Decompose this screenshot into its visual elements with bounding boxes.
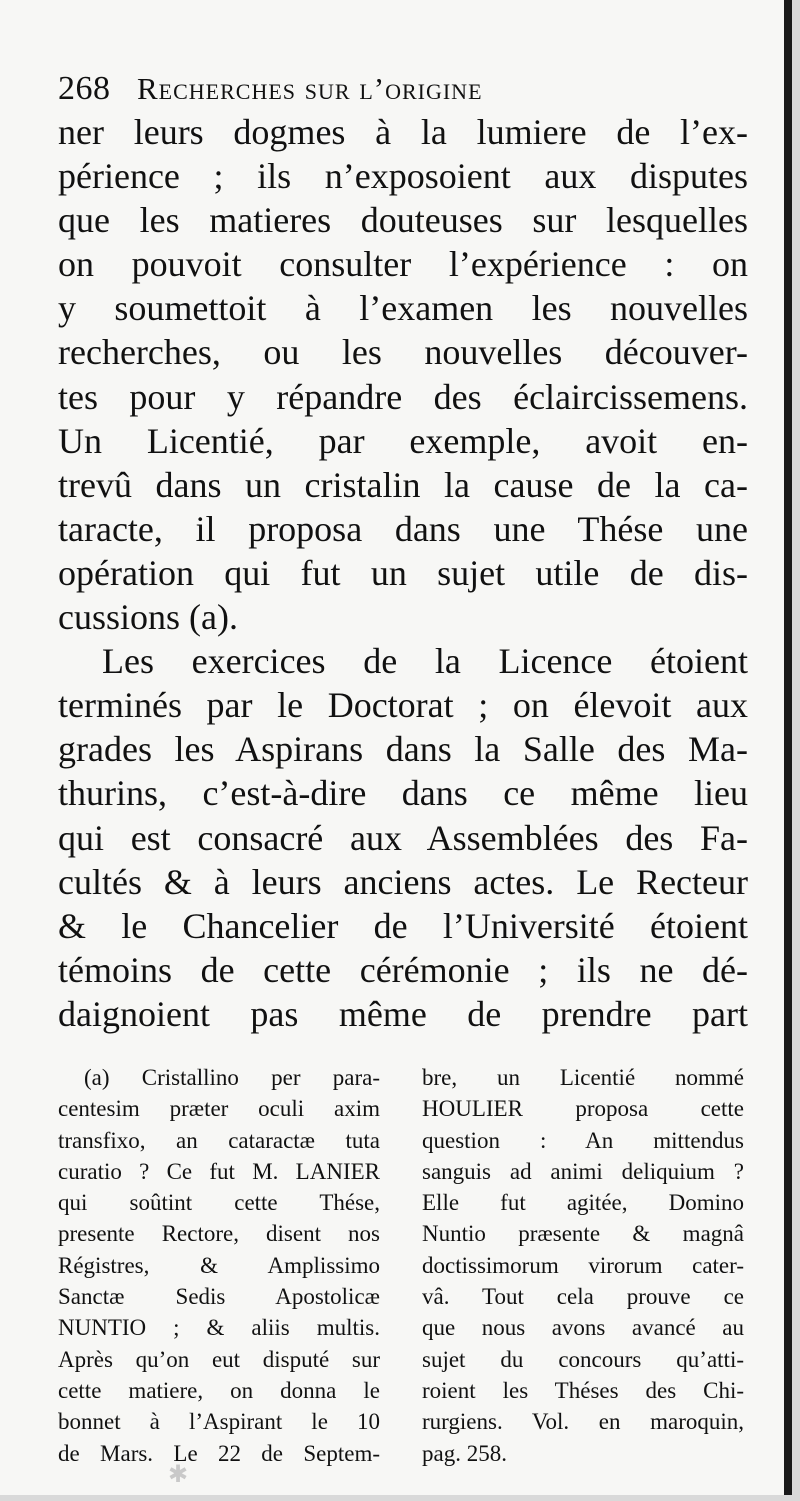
body-line: que les matieres douteuses sur lesquelles [58,200,748,241]
body-line: thurins, c’est-à-dire dans ce même lieu [58,773,748,814]
footnote-line: Après qu’on eut disputé sur [58,1346,380,1372]
body-line: daignoient pas même de prendre part [58,993,748,1034]
footnote-line: de Mars. Le 22 de Septem- [58,1440,380,1466]
body-line: terminés par le Doctorat ; on élevoit aux [58,685,748,726]
body-line: opération qui fut un sujet utile de dis- [58,552,748,593]
body-line: recherches, ou les nouvelles découver- [58,332,748,373]
footnote-line: vâ. Tout cela prouve ce [422,1284,744,1310]
body-line: grades les Aspirans dans la Salle des Ma- [58,729,748,770]
body-line: cultés & à leurs anciens actes. Le Recteur [58,861,748,902]
footnote-line: centesim præter oculi axim [58,1096,380,1122]
body-line: taracte, il proposa dans une Thése une [58,508,748,549]
body-line: témoins de cette cérémonie ; ils ne dé- [58,949,748,990]
footnote-line: Elle fut agitée, Domino [422,1190,744,1216]
footnote-line: (a) Cristallino per para- [84,1065,380,1090]
body-line: Un Licentié, par exemple, avoit en- [58,420,748,461]
footnote-line: pag. 258. [422,1440,507,1466]
footnote-line: rurgiens. Vol. en maroquin, [422,1409,744,1435]
footnote-line: qui soûtint cette Thése, [58,1190,380,1216]
body-line: on pouvoit consulter l’expérience : on [58,244,748,285]
body-line: tes pour y répandre des éclaircissemens. [58,376,748,417]
running-title: Recherches sur l’origine [137,71,483,106]
footnote-line: HOULIER proposa cette [422,1096,744,1122]
body-line: Les exercices de la Licence étoient [102,641,748,682]
footnote-line: presente Rectore, disent nos [58,1221,380,1247]
body-text [58,110,748,1036]
body-line: ner leurs dogmes à la lumiere de l’ex- [58,112,748,152]
body-line: cussions (a). [58,597,238,638]
footnote-line: bre, un Licentié nommé [422,1065,744,1090]
body-line: qui est consacré aux Assemblées des Fa- [58,817,748,858]
footnote-line: Nuntio præsente & magnâ [422,1221,744,1247]
body-line: périence ; ils n’exposoient aux disputes [58,156,748,197]
footnote-line: question : An mittendus [422,1127,744,1153]
body-line: trevû dans un cristalin la cause de la ca- [58,464,748,505]
running-head [58,66,748,110]
bleed-through-mark: ✱ [168,1462,189,1488]
footnote-line: que nous avons avancé au [422,1315,744,1341]
footnote [58,1062,750,1466]
body-line: y soumettoit à l’examen les nouvelles [58,288,748,329]
footnote-line: sujet du concours qu’atti- [422,1346,744,1372]
footnote-line: doctissimorum virorum cater- [422,1252,744,1278]
footnote-line: cette matiere, on donna le [58,1377,380,1403]
footnote-line: NUNTIO ; & aliis multis. [58,1315,380,1341]
footnote-column-left [58,1062,380,1469]
footnote-line: roient les Théses des Chi- [422,1377,744,1403]
footnote-line: bonnet à l’Aspirant le 10 [58,1409,380,1435]
footnote-line: Régistres, & Amplissimo [58,1252,380,1278]
footnote-line: Sanctæ Sedis Apostolicæ [58,1284,380,1310]
footnote-column-right [422,1062,744,1469]
footnote-line: sanguis ad animi deliquium ? [422,1158,744,1184]
footnote-line: curatio ? Ce fut M. LANIER [58,1158,380,1184]
body-line: & le Chancelier de l’Université étoient [58,905,748,946]
page-number: 268 [58,70,111,107]
footnote-line: transfixo, an cataractæ tuta [58,1127,380,1153]
